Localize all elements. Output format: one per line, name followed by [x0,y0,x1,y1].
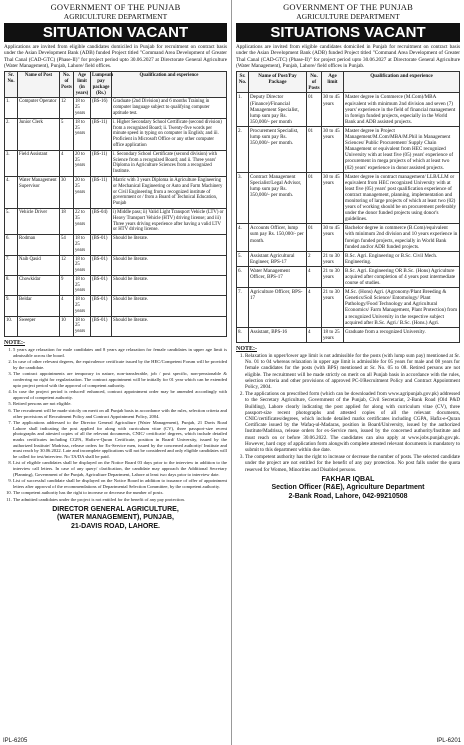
table-cell: 01 [307,224,322,251]
table-cell: (BS-04) [91,208,112,234]
table-cell: 22 to 35 years [74,208,91,234]
table-cell: 2 [307,251,322,266]
table-cell: 5. [237,251,249,266]
right-table-body [237,93,460,342]
table-cell: 18 to 25 years [74,275,91,295]
table-cell: Computer Operator [18,98,60,118]
table-cell: 4 [307,327,322,342]
table-row [5,255,227,275]
right-ipl-code: IPL-6201 [436,738,461,744]
right-table-header [237,72,460,93]
table-cell: Master degree in contract management/ LLB/LLM or equivalent from HEC recognized University with at least five (05) years' post qualification experience of contract management, planning, implementation and monitoring of large projects of which at least two (02) years of working should be on procurement preferably under the donor funded projects using donor's guidelines. [344,172,460,224]
table-cell: 18 to 25 years [74,316,91,336]
table-cell: 9. [5,296,18,316]
right-sig-line: 2-Bank Road, Lahore, 042-99210508 [288,492,408,500]
table-cell: 30 to 45 years [322,224,344,251]
column-header: No. of Posts [308,73,320,92]
table-cell: 18 [60,208,74,234]
column-header: Lumpsum pay package (Rs.) [91,72,112,98]
note-item: 6. The recruitment will be made strictly on merit on all Punjab basis in accordance with the rules, selection criteria and other provisions of Recruitment Policy and Contract Appointment Policy, 2004. [13,408,227,419]
table-row [5,235,227,255]
table-cell: Junior Clerk [18,118,60,150]
table-cell: Should be literate. [112,255,227,275]
table-cell: B.Sc. Agri. Engineering OR B.Sc. (Hons) Agriculture acquired after completion of 4 years post intermediate course of studies. [344,266,460,287]
table-cell: 6. [5,235,18,255]
table-cell: (BS-11) [91,176,112,208]
table-cell: 10. [5,316,18,336]
table-cell: 01 [307,172,322,224]
table-cell: Should be literate. [112,275,227,295]
table-cell: Matric with 3 years Diploma in Agriculture Engineering or Mechanical Engineering or Auto and Farm Machinery or Civil Engineering from a recognized institute of government or / from a Board of Technical Education, Punjab [112,176,227,208]
table-row [5,275,227,295]
table-cell: Water Management Supervisor [18,176,60,208]
table-cell: Assistant Agricultural Engineer, BPS-17 [249,251,307,266]
table-cell: 4. [237,224,249,251]
note-item: 1. Relaxation in upper/lower age limit is not admissible for the posts (with lump sum pay) mentioned at Sr. No. 01 to 04 whereas relaxation in upper age limit is admissible for 05 years for male and 08 years for female candidates for the posts (with BPS) mentioned at Sr. No. 05 to 08. Retired persons are not eligible. The recruitment will be made strictly on merit on all Punjab basis in accordance with the rules, selection criteria and other provisions of approved PC-I/Recruitment Policy and Contract Appointment Policy, 2004. [245,353,460,390]
table-cell: 01 [307,93,322,126]
table-cell: (BS-01) [91,316,112,336]
right-signature [236,476,460,502]
left-notes-list [4,347,227,502]
table-cell: 54 [60,235,74,255]
note-item: 9. List of successful candidate shall be displayed on the Notice Board in addition to issuance of offer of appointment letters after approval of the recommendations of Departmental Selection Committee, by the competent authority. [13,478,227,489]
note-item: 2. The applications on prescribed form (which can be downloaded from www.agripunjab.gov.pk) addressed to the Secretary Agriculture, Government of the Punjab, Civil Secretariat, 2-Bank Road (Old P&D Building), Lahore clearly indicating the post applied for along with curriculum vitae (CV), three passport-size recent photographs and attested copies of all the relevant documents, CNIC/certificates/degrees, which include detailed marks certificates including CGPA, Hafiz-e-Quran Certificate issued by the Wafaq-ul-Madaras, position in Board/University, issued by the authorized Institute/Madrissa, release orders for ex-Service men, issued by the concerned authority/Institute and must reach on or before 30.06.2022. The candidates can also apply at www.jobs.punjab.gov.pk. However, hard copy of application form alongwith complete attested relevant documents is mandatory to submit to this department within due date. [245,391,460,453]
table-cell: 30 to 45 years [322,93,344,126]
table-cell: 2. [5,118,18,150]
table-cell: i. Higher Secondary School Certificate (second division) from a recognized Board; ii. Twenty-five words per minute speed in typing on computer in English; and iii. Proficient in Microsoft Office or any other computer office application [112,118,227,150]
table-cell: Agriculture Officer, BPS-17 [249,288,307,328]
note-item: 8. List of eligible candidates shall be displayed on the Notice Board 03 days prior to the interview in addition to the interview call letters. In case of any query/ clarification, the candidate may approach the Additional Secretary (Planning), Government of the Punjab, Agriculture Department, Lahore at least two days prior to interview date. [13,460,227,477]
left-sig-line: (WATER MANAGEMENT), PUNJAB, [57,514,174,521]
table-cell: 10 [60,316,74,336]
table-cell: M.Sc. (Hons) Agri. (Agronomy/Plant Breeding & Genetics/Soil Science/ Entomology/ Plant Pathology/Food Technology and Agricultural Economics/ Farm Management, Plant Protection) from a recognized University in the respective subject acquired after B.Sc. Agri./ B.Sc. (Hons.) Agri. [344,288,460,328]
table-row [237,126,460,172]
table-cell: i) Middle pass; ii) Valid Light Transport Vehicle (LTV) or Heavy Transport Vehicle (HTV) driving license; and iii) Three years driving experience after having a valid LTV or HTV driving license. [112,208,227,234]
note-item: 7. The applications addressed to the Director General Agriculture (Water Management), Punjab, 21 Davis Road Lahore shall indicating the post applied for along with curriculum vitae (CV), three passport-size recent photographs and attested copies of all the relevant documents, CNIC/ certificate/ degrees, which include detailed marks certificates including CGPA, Hafiz-e-Quran Certificate, position in Board/ University, issued by the authorized Institute/ Madrissa, release orders for Ex-Service men, issued by the concerned authority/ Institute and must reach by 30.06.2022. Late and incomplete applications will not be considered and only eligible candidates will be called for test/interview. No TA/DA shall be paid. [13,420,227,459]
right-notes-list [236,353,460,473]
table-cell: (BS-01) [91,275,112,295]
note-item: 5. Retired persons are not eligible. [13,401,227,407]
table-cell: 21 to 30 years [322,251,344,266]
table-cell: Master degree in Commerce (M.Com)/MBA equivalent with minimum 2nd division and seven (7) years' experience in the field of financial management in foreign funded projects, especially in the World Bank and ADB assisted projects. [344,93,460,126]
table-row [5,176,227,208]
table-cell: Should be literate. [112,316,227,336]
table-cell: Graduate from a recognized University. [344,327,460,342]
column-header: Age limit (in years) [74,72,91,98]
table-cell: 5 [60,118,74,150]
table-cell: Chowkidar [18,275,60,295]
left-sig-line: DIRECTOR GENERAL AGRICULTURE, [52,505,179,513]
table-cell: (BS-01) [91,255,112,275]
table-cell: 12 [60,255,74,275]
left-posts-table [4,71,227,337]
table-cell: 6. [237,266,249,287]
table-cell: Should be literate. [112,296,227,316]
table-cell: 18 to 25 years [74,118,91,150]
table-cell: 9 [60,275,74,295]
left-banner: SITUATION VACANT [4,23,227,42]
table-cell: 30 to 45 years [322,126,344,172]
table-cell: 4 [60,150,74,176]
table-cell: 7. [5,255,18,275]
table-cell: Field Assistant [18,150,60,176]
table-cell: Contract Management Specialist/Legal Advisor, lump sum pay Rs. 350,000/- per month. [249,172,307,224]
table-row [5,118,227,150]
table-cell: 18 to 25 years [74,296,91,316]
column-header: No. of Posts [60,72,74,98]
table-cell: Beldar [18,296,60,316]
table-row [237,93,460,126]
right-posts-table [236,71,460,343]
note-item: 2. In case of other relevant degrees, the equivalence certificate issued by the HEC/Competent Forum will be provided by the candidate. [13,359,227,370]
table-cell: (BS-16) [91,98,112,118]
left-intro: Applications are invited from eligible candidates domiciled in Punjab for recruitment on contract basis under the Asian Development Bank (ADB) funded Project titled "Command Area Development of Greater Thal Canal (CAD-GTC) (Phase-II)" for project period upto 30.06.2027 at Directorate General Agriculture (Water Management), Punjab, Lahore/ field offices. [4,44,227,69]
table-cell: 4. [5,176,18,208]
right-notes-title: NOTE:- [236,345,257,352]
table-cell: Vehicle Driver [18,208,60,234]
table-cell: 5. [5,208,18,234]
table-row [237,224,460,251]
column-header: Name of Post [18,72,60,98]
table-cell: Assistant, BPS-16 [249,327,307,342]
table-row [5,296,227,316]
table-cell: 1. [237,93,249,126]
left-signature [4,506,227,532]
table-cell: Deputy Director (Finance)/Financial Management Specialist, lump sum pay Rs. 350,000/- per month [249,93,307,126]
table-row [5,316,227,336]
left-gov-title: GOVERNMENT OF THE PUNJAB [50,2,181,12]
note-item: 3. The contract appointments are temporary in nature, non-transferable, job / post specific, non-pensionable & conferring no right for regularization. The contract appointment will be initially for 01 year which can be extended upto project period with the approval of competent authority. [13,371,227,388]
table-cell: (BS-01) [91,235,112,255]
table-row [237,172,460,224]
table-cell: 30 to 45 years [322,172,344,224]
right-gov-title: GOVERNMENT OF THE PUNJAB [283,2,413,12]
table-cell: 12 [60,98,74,118]
note-item: 3. The competent authority has the right to increase or decrease the number of posts. The selected candidate under the project are not entitled for the benefit of any pay protection. No post falls under the quota reserved for Women, Minorities and Disabled persons. [245,454,460,473]
table-cell: 4 [307,266,322,287]
table-cell: (BS-11) [91,118,112,150]
table-cell: Rodman [18,235,60,255]
table-cell: Graduate (2nd Division) and 6 months Training in computer language subject to qualifying computer aptitude test. [112,98,227,118]
right-advertisement [232,0,464,745]
table-row [237,327,460,342]
right-dept-title: AGRICULTURE DEPARTMENT [296,12,400,21]
table-row [5,150,227,176]
table-cell: 3. [5,150,18,176]
column-header: Age limit [322,72,344,93]
right-sig-line: Section Officer (R&E), Agriculture Department [271,484,425,492]
table-cell: 18 to 25 years [74,235,91,255]
right-intro: Applications are invited from eligible candidates domiciled in Punjab for recruitment on contract basis under the Asian Development Bank (ADB) funded Project titled "Command Area Development of Greater Thal Canal (CAD-GTC) (Phase-II)" for project period upto 30.06.2027 at Directorate General Agriculture (Water Management), Punjab, Lahore/ field offices in Punjab. [236,44,460,69]
left-ipl-code: IPL-6205 [3,738,28,744]
left-notes-title: NOTE:- [4,340,25,347]
table-cell: Bachelor degree in commerce (B.Com)/equivalent with minimum 2nd division and 10 years experience in foreign funded projects, especially in World Bank funded and/or ADB funded projects. [344,224,460,251]
right-banner: SITUATIONS VACANT [236,23,460,42]
table-cell: i. Secondary School Certificate (second division) with Science from a recognized Board; and ii. Three years' Diploma in Agriculture Sciences from a recognized Institute. [112,150,227,176]
table-row [5,98,227,118]
table-cell: 8. [5,275,18,295]
table-cell: (BS-01) [91,296,112,316]
table-row [237,288,460,328]
table-cell: 4 [307,288,322,328]
table-cell: B.Sc. Agri. Engineering or B.Sc. Civil Mech. Engineering. [344,251,460,266]
table-row [237,251,460,266]
note-item: 1. 5 years age relaxation for male candidates and 8 years age relaxation for female candidates in upper age limit is admissible across the board. [13,347,227,358]
left-table-body [5,98,227,337]
table-cell: Accounts Officer, lump sum pay Rs. 150,000/- per month. [249,224,307,251]
table-cell: 8. [237,327,249,342]
table-cell: Sweeper [18,316,60,336]
table-cell: 2. [237,126,249,172]
table-cell: 3. [237,172,249,224]
column-header: Name of Post/Pay Package [249,72,307,93]
table-cell: Procurement Specialist, lump sum pay Rs. 350,000/- per month. [249,126,307,172]
right-sig-name: FAKHAR IQBAL [321,475,375,483]
table-cell: 21 to 30 years [322,266,344,287]
note-item: 10. The competent authority has the right to increase or decrease the number of posts. [13,490,227,496]
table-cell: 4 [60,296,74,316]
table-cell: 30 [60,176,74,208]
column-header: Sr. No. [5,72,18,98]
column-header: Sr. No. [237,72,249,93]
table-cell: Water Management Officer, BPS-17 [249,266,307,287]
table-cell: 20 to 25 years [74,176,91,208]
left-sig-line: 21-DAVIS ROAD, LAHORE. [71,522,160,530]
table-cell: 18 to 25 years [322,327,344,342]
table-cell: Master degree in Project Management/M.Com/MBA/M.Phil in Management Sciences/ Public Procurement/ Supply Chain Management or equivalent from HEC recognized University with at least five (05) years' experience of procurement in mega projects of which at least two (02) years' experience in donor assisted projects. [344,126,460,172]
table-cell: 21 to 30 years [322,288,344,328]
left-table-header [5,72,227,98]
table-row [5,208,227,234]
table-cell: (BS-11) [91,150,112,176]
table-cell: 1. [5,98,18,118]
table-cell: Naib Qasid [18,255,60,275]
note-item: 4. In case the project period is reduced/ enhanced, contract appointment order may be amended accordingly with approval of competent authority. [13,389,227,400]
column-header: Qualification and experience [344,72,460,93]
column-header: Qualification and experience [112,72,227,98]
table-cell: Should be literate. [112,235,227,255]
table-row [237,266,460,287]
table-cell: 20 to 25 years [74,150,91,176]
table-cell: 7. [237,288,249,328]
table-cell: 01 [307,126,322,172]
note-item: 11. The admitted candidates under the project is not entitled for the benefit of any pay protection. [13,497,227,503]
left-dept-title: AGRICULTURE DEPARTMENT [63,12,168,21]
table-cell: 18 to 25 years [74,255,91,275]
table-cell: 18 to 25 years [74,98,91,118]
